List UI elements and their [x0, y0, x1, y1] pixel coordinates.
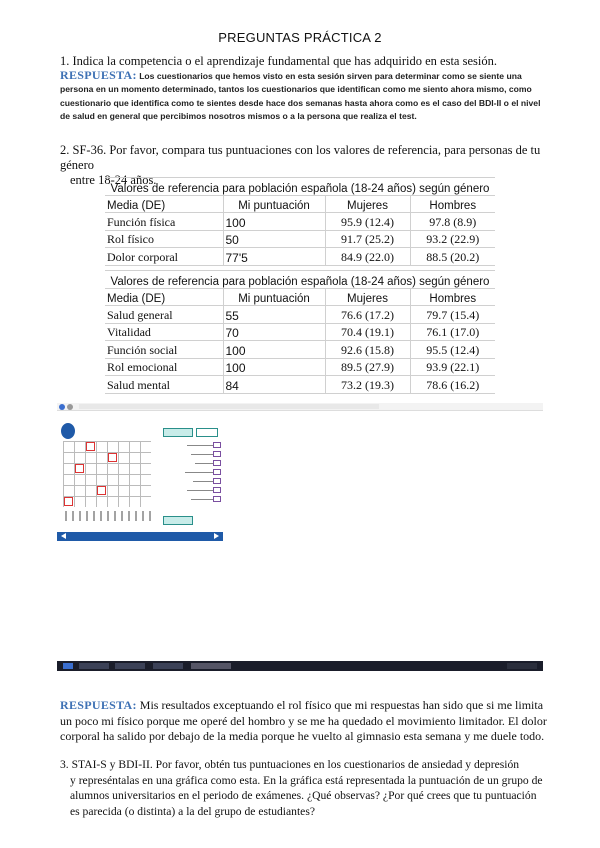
marked-cell	[75, 464, 84, 473]
row-label: Función física	[105, 213, 223, 231]
navigation-bar	[57, 532, 223, 541]
men-value: 95.5 (12.4)	[410, 341, 495, 359]
women-value: 84.9 (22.0)	[325, 248, 410, 266]
my-score: 70	[223, 323, 325, 341]
page-title: PREGUNTAS PRÁCTICA 2	[218, 30, 382, 45]
scale-value	[213, 478, 221, 484]
answer-1-text: Los cuestionarios que hemos visto en esta sesión sirven para determinar como se siente una persona en un momento determinado, tantos los cuestionarios que identifican como me siento ahora mismo, como cuestionario que identifica como te sientes desde hace dos semanas hasta ahora como es el caso del BDI-II o el nivel de salud en general que percibimos nosotros mismos o a la persona que realiza el test.	[60, 71, 541, 122]
address-bar	[79, 404, 379, 409]
row-label: Rol emocional	[105, 358, 223, 376]
item-numbers	[65, 511, 151, 521]
embedded-screenshot	[57, 403, 543, 671]
table-row	[105, 323, 495, 341]
taskbar	[57, 661, 543, 671]
questionnaire-grid	[63, 441, 151, 507]
header-mujeres: Mujeres	[325, 288, 410, 306]
browser-toolbar	[57, 403, 543, 411]
header-media: Media (DE)	[105, 195, 223, 213]
table-row	[105, 213, 495, 231]
men-value: 88.5 (20.2)	[410, 248, 495, 266]
question-1: 1. Indica la competencia o el aprendizaje fundamental que has adquirido en esta sesión.	[60, 54, 497, 68]
marked-cell	[97, 486, 106, 495]
answer-1-label: RESPUESTA:	[60, 68, 137, 82]
men-value: 78.6 (16.2)	[410, 376, 495, 394]
answer-2-text: Mis resultados exceptuando el rol físico que mi respuestas han sido que si me limita un poco mi físico porque me operé del hombro y se me ha quedado el movimiento limitador. El dolor corporal ha salido por debajo de la media porque he vuelto al gimnasio esta semana y me duele todo.	[60, 698, 547, 743]
women-value: 76.6 (17.2)	[325, 306, 410, 324]
prev-arrow-icon	[61, 533, 66, 539]
women-value: 89.5 (27.9)	[325, 358, 410, 376]
scale-value	[213, 442, 221, 448]
table-row	[105, 376, 495, 394]
continue-button	[163, 516, 193, 525]
scale-value	[213, 469, 221, 475]
reference-table-2	[105, 270, 495, 394]
table-row	[105, 230, 495, 248]
women-value: 92.6 (15.8)	[325, 341, 410, 359]
results-button	[163, 428, 193, 437]
table-row	[105, 358, 495, 376]
answer-1	[60, 69, 548, 124]
question-2-line2: entre 18-24 años.	[70, 173, 157, 187]
my-score: 100	[223, 213, 325, 231]
row-label: Salud general	[105, 306, 223, 324]
row-label: Función social	[105, 341, 223, 359]
my-score: 55	[223, 306, 325, 324]
question-2-line1: 2. SF-36. Por favor, compara tus puntuaciones con los valores de referencia, para personas de tu género	[60, 143, 541, 172]
question-3	[60, 757, 548, 819]
my-score: 100	[223, 358, 325, 376]
row-label: Dolor corporal	[105, 248, 223, 266]
header-hombres: Hombres	[410, 288, 495, 306]
my-score: 50	[223, 230, 325, 248]
row-label: Rol físico	[105, 230, 223, 248]
table-caption: Valores de referencia para población española (18-24 años) según género	[105, 178, 495, 196]
answer-2-label: RESPUESTA:	[60, 698, 137, 712]
table-row	[105, 341, 495, 359]
scale-value	[213, 487, 221, 493]
header-hombres: Hombres	[410, 195, 495, 213]
scale-value	[213, 460, 221, 466]
question-3-line1: 3. STAI-S y BDI-II. Por favor, obtén tus puntuaciones en los cuestionarios de ansiedad y depresión	[60, 758, 520, 771]
app-logo-icon	[61, 423, 75, 439]
scale-value	[213, 451, 221, 457]
row-label: Vitalidad	[105, 323, 223, 341]
header-media: Media (DE)	[105, 288, 223, 306]
clock	[507, 663, 537, 669]
men-value: 97.8 (8.9)	[410, 213, 495, 231]
table-row	[105, 306, 495, 324]
scale-value	[213, 496, 221, 502]
table-caption: Valores de referencia para población española (18-24 años) según género	[105, 271, 495, 289]
answer-2	[60, 698, 548, 745]
header-mujeres: Mujeres	[325, 195, 410, 213]
marked-cell	[64, 497, 73, 506]
question-3-rest: y represéntalas en una gráfica como esta. En la gráfica está representada la puntuación de un grupo de alumnos universitarios en el periodo de exámenes. ¿Qué observas? ¿Por qué crees que tu puntuación es parecida (o distinta) a la del grupo de estudiantes?	[70, 773, 543, 818]
men-value: 93.2 (22.9)	[410, 230, 495, 248]
next-arrow-icon	[214, 533, 219, 539]
women-value: 70.4 (19.1)	[325, 323, 410, 341]
forward-icon	[67, 404, 73, 410]
back-icon	[59, 404, 65, 410]
subscale-list	[157, 439, 221, 519]
table-row	[105, 248, 495, 266]
men-value: 79.7 (15.4)	[410, 306, 495, 324]
row-label: Salud mental	[105, 376, 223, 394]
score-box	[196, 428, 218, 437]
reference-table-1	[105, 177, 495, 266]
marked-cell	[86, 442, 95, 451]
men-value: 76.1 (17.0)	[410, 323, 495, 341]
men-value: 93.9 (22.1)	[410, 358, 495, 376]
marked-cell	[108, 453, 117, 462]
women-value: 91.7 (25.2)	[325, 230, 410, 248]
women-value: 73.2 (19.3)	[325, 376, 410, 394]
my-score: 100	[223, 341, 325, 359]
women-value: 95.9 (12.4)	[325, 213, 410, 231]
my-score: 77'5	[223, 248, 325, 266]
header-mi-puntuacion: Mi puntuación	[223, 288, 325, 306]
my-score: 84	[223, 376, 325, 394]
header-mi-puntuacion: Mi puntuación	[223, 195, 325, 213]
start-icon	[63, 663, 73, 669]
